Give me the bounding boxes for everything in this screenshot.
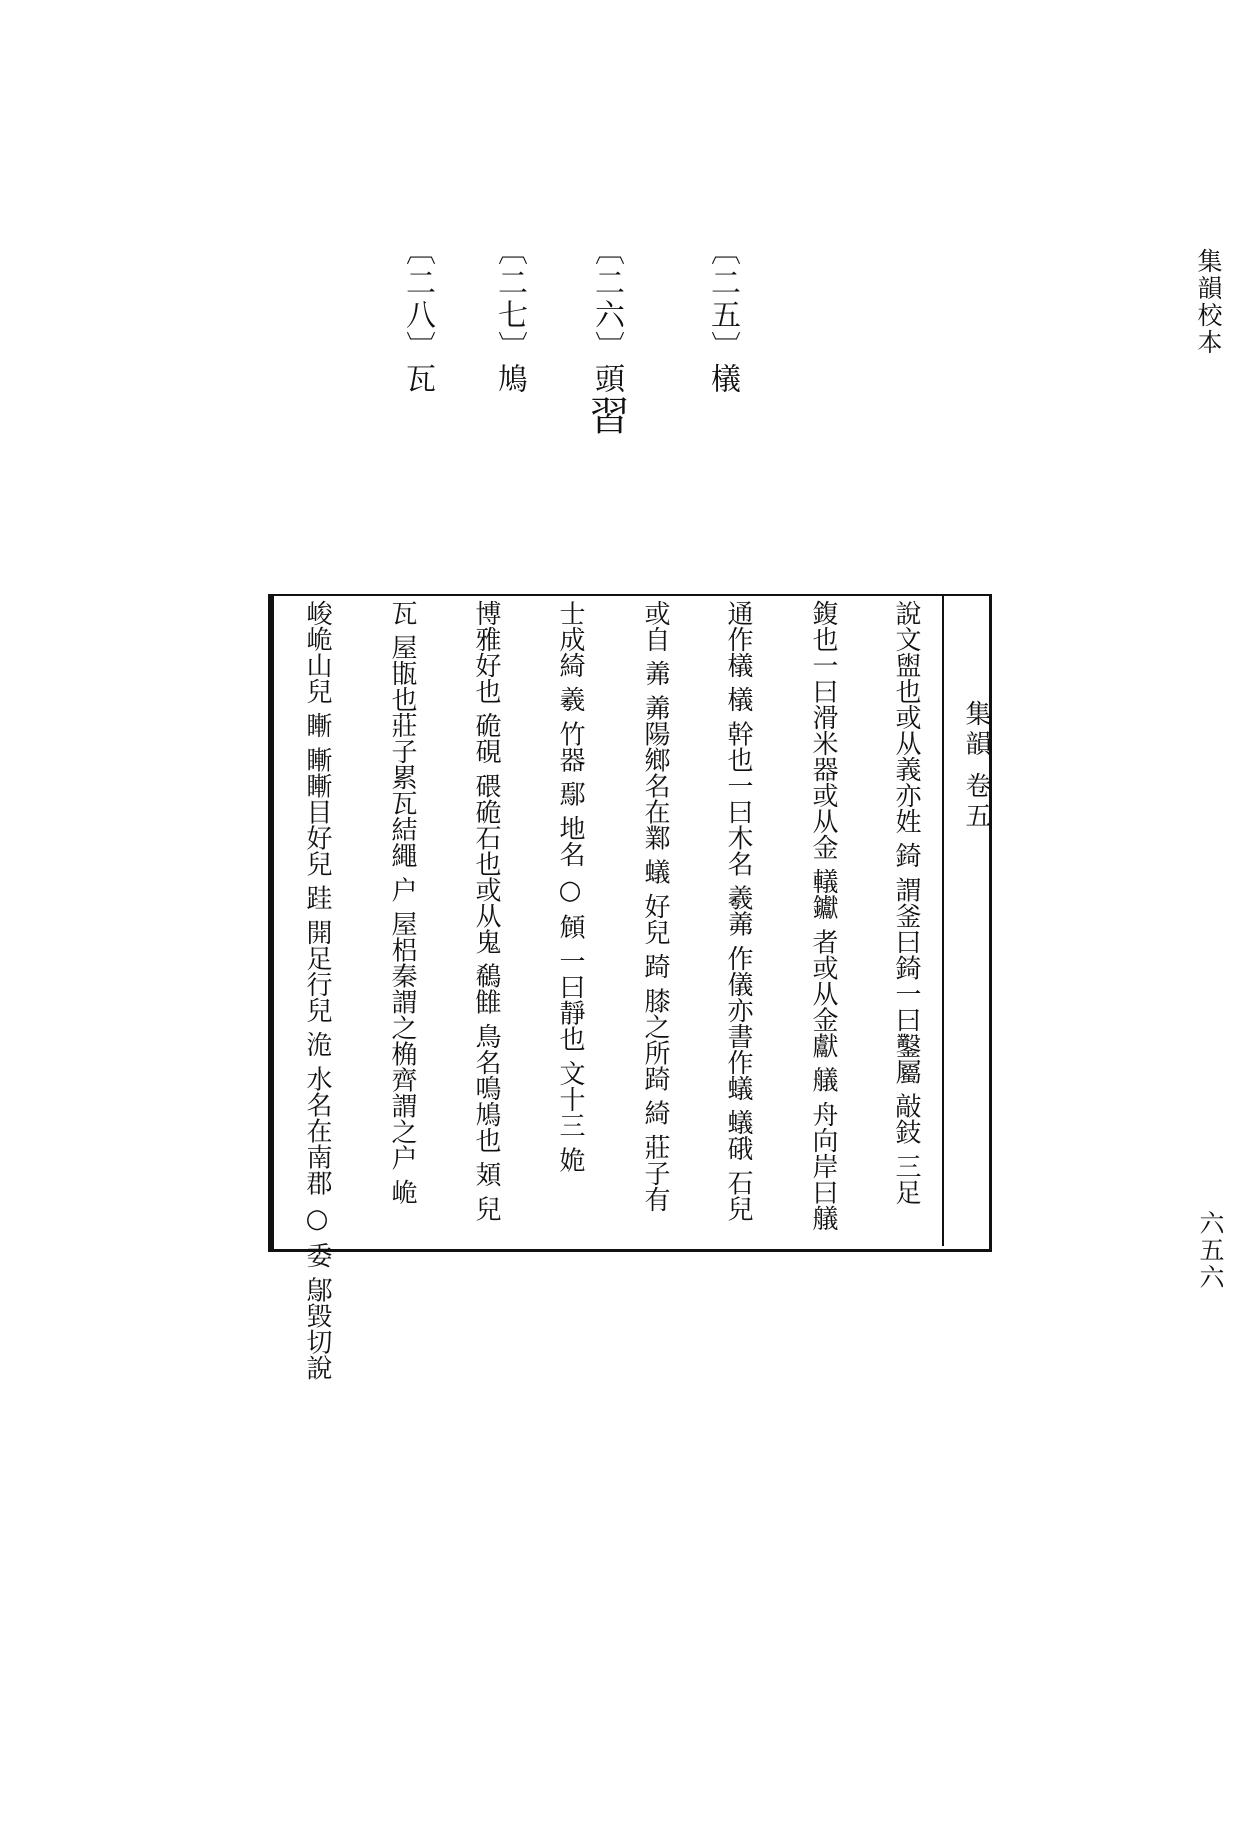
- note-marker: 〔二五〕: [705, 235, 740, 363]
- note-marker: 〔二七〕: [492, 235, 527, 363]
- note-text: 瓦: [400, 363, 435, 395]
- collation-note-26: [578, 235, 635, 437]
- note-text: 鳩: [492, 363, 527, 395]
- text-column-5: 士成綺 羲 竹器 鄢 地名 ○ 頠 一曰靜也 文十三 姽: [555, 600, 585, 1173]
- page-number: 六五六: [1196, 1210, 1225, 1291]
- woodblock-page-frame: [268, 594, 992, 1381]
- note-text: 頭: [589, 363, 624, 395]
- text-column-4: 或自 羛 羛陽鄉名在鄴 蟻 好兒 踦 膝之所踦 綺 莊子有: [640, 600, 670, 1213]
- text-column-6: 博雅好也 硊硯 碨硊石也或从鬼 鵗雔 鳥名鳴鳩也 頍 兒: [471, 600, 501, 1222]
- text-column-7: 瓦 屋㽍也莊子累瓦結繩 户 屋梠秦謂之桷齊謂之户 峗: [387, 600, 417, 1206]
- text-column-3: 通作檥 檥 幹也一曰木名 羲羛 作儀亦書作蟻 蟻硪 石兒: [723, 600, 753, 1222]
- note-text: 檥: [705, 363, 740, 395]
- note-extra: 習: [583, 395, 629, 437]
- collation-note-25: [700, 235, 744, 395]
- note-marker: 〔二六〕: [589, 235, 624, 363]
- text-column-2: 鍑也一曰滑米器或从金 轙钀 者或从金獻 艤 舟向岸曰艤: [808, 600, 838, 1232]
- note-marker: 〔二八〕: [400, 235, 435, 363]
- text-column-1: 說文盥也或从義亦姓 錡 謂釜曰錡一曰鑿屬 敲鈘 三足: [891, 600, 921, 1206]
- collation-note-28: [395, 235, 439, 395]
- running-title: 集韻校本: [1194, 248, 1223, 356]
- collation-note-27: [487, 235, 531, 395]
- woodblock-sidebar: [942, 596, 986, 1246]
- text-column-8: 峻峗山兒 䁪 䁪䁪目好兒 跬 開足行兒 洈 水名在南郡 ○ 委 鄔毀切說: [302, 600, 332, 1381]
- block-side-text: 集韻 卷五: [961, 700, 991, 833]
